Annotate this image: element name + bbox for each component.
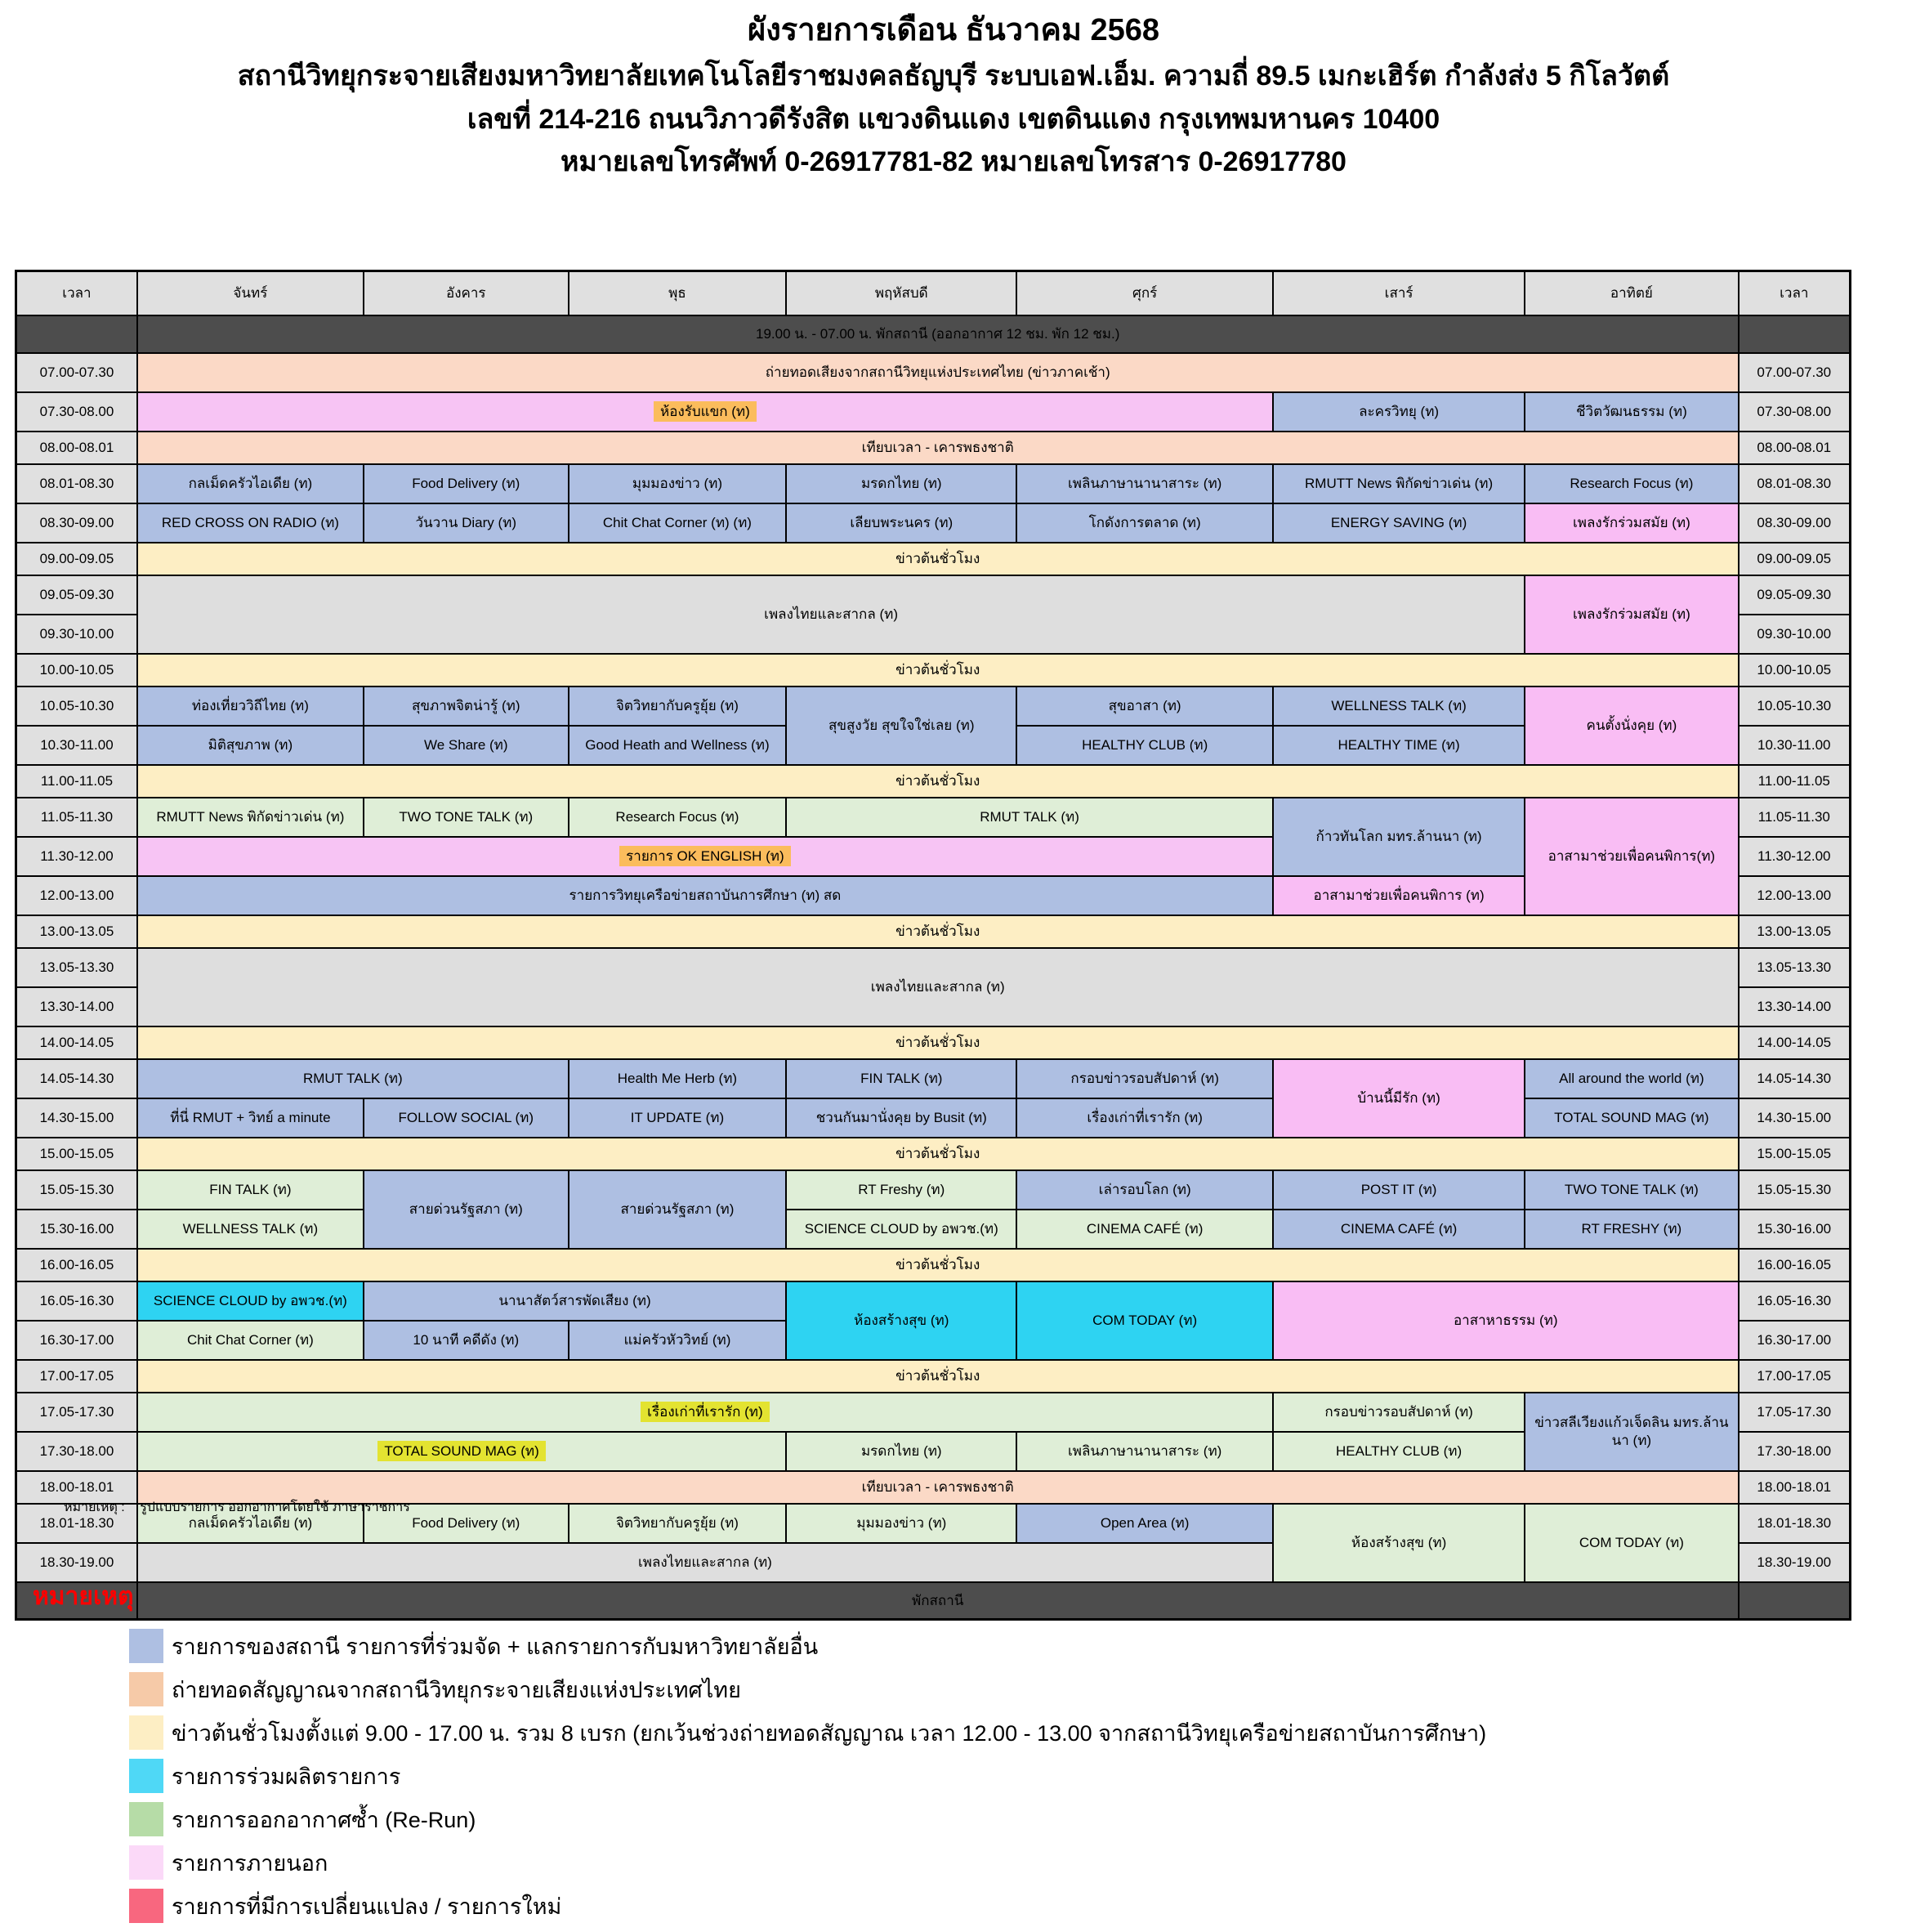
program-cell: สายด่วนรัฐสภา (ท)	[569, 1170, 787, 1249]
legend-color-swatch	[129, 1672, 163, 1706]
time-label: 18.01-18.30	[16, 1504, 137, 1543]
program-cell: ละครวิทยุ (ท)	[1273, 392, 1525, 432]
time-label: 10.00-10.05	[1739, 654, 1851, 686]
table-row	[16, 315, 1851, 353]
program-cell: สุขสูงวัย สุขใจใช่เลย (ท)	[786, 686, 1016, 765]
program-cell: ท่องเที่ยววิถีไทย (ท)	[137, 686, 364, 726]
station-contact-line: หมายเลขโทรศัพท์ 0-26917781-82 หมายเลขโทรสาร 0-26917780	[560, 146, 1347, 178]
time-label: 08.30-09.00	[16, 503, 137, 543]
time-label: 18.01-18.30	[1739, 1504, 1851, 1543]
col-header-saturday: เสาร์	[1273, 271, 1525, 315]
program-cell: เทียบเวลา - เคารพธงชาติ	[137, 432, 1739, 464]
program-cell: Chit Chat Corner (ท)	[137, 1321, 364, 1360]
page-title: ผังรายการเดือน ธันวาคม 2568	[747, 13, 1160, 47]
time-label: 10.05-10.30	[16, 686, 137, 726]
program-cell: ห้องสร้างสุข (ท)	[1273, 1504, 1525, 1582]
time-label: 17.30-18.00	[1739, 1432, 1851, 1471]
legend-item	[129, 1845, 1830, 1880]
table-row	[16, 503, 1851, 543]
time-label: 17.05-17.30	[1739, 1393, 1851, 1432]
program-cell: ข่าวต้นชั่วโมง	[137, 1249, 1739, 1281]
program-cell: อาสาหาธรรม (ท)	[1273, 1281, 1739, 1360]
program-cell: RMUTT News พิกัดข่าวเด่น (ท)	[137, 798, 364, 837]
program-cell: ที่นี่ RMUT + วิทย์ a minute	[137, 1098, 364, 1138]
time-label: 10.30-11.00	[1739, 726, 1851, 765]
table-row	[16, 353, 1851, 392]
table-row	[16, 1249, 1851, 1281]
program-cell: TWO TONE TALK (ท)	[1525, 1170, 1738, 1210]
time-label: 07.30-08.00	[1739, 392, 1851, 432]
table-row	[16, 765, 1851, 798]
table-header-row	[16, 271, 1851, 315]
time-label: 14.30-15.00	[1739, 1098, 1851, 1138]
col-header-time-right: เวลา	[1739, 271, 1851, 315]
time-label: 17.30-18.00	[16, 1432, 137, 1471]
program-cell: กรอบข่าวรอบสัปดาห์ (ท)	[1016, 1059, 1273, 1098]
table-row	[16, 1138, 1851, 1170]
legend-item-label: ข่าวต้นชั่วโมงตั้งแต่ 9.00 - 17.00 น. รวม 8 เบรก (ยกเว้นช่วงถ่ายทอดสัญญาณ เวลา 12.00 - 13.00 จากสถานีวิทยุเครือข่ายสถาบันการศึกษา)	[172, 1720, 1487, 1746]
program-cell: Food Delivery (ท)	[364, 1504, 569, 1543]
table-row	[16, 1059, 1851, 1098]
time-label: 16.00-16.05	[1739, 1249, 1851, 1281]
program-cell: IT UPDATE (ท)	[569, 1098, 787, 1138]
program-cell	[137, 392, 1273, 432]
program-cell: อาสามาช่วยเพื่อคนพิการ (ท)	[1273, 876, 1525, 915]
program-cell: ข่าวต้นชั่วโมง	[137, 1360, 1739, 1393]
program-cell: มิติสุขภาพ (ท)	[137, 726, 364, 765]
time-label: 18.30-19.00	[16, 1543, 137, 1582]
program-cell: We Share (ท)	[364, 726, 569, 765]
legend	[33, 1577, 1830, 1932]
program-cell: กลเม็ดครัวไอเดีย (ท)	[137, 1504, 364, 1543]
program-cell: ข่าวต้นชั่วโมง	[137, 654, 1739, 686]
table-row	[16, 915, 1851, 948]
program-cell: รายการวิทยุเครือข่ายสถาบันการศึกษา (ท) สด	[137, 876, 1273, 915]
legend-color-swatch	[129, 1759, 163, 1793]
legend-item-label: รายการของสถานี รายการที่ร่วมจัด + แลกรายการกับมหาวิทยาลัยอื่น	[172, 1634, 819, 1659]
time-label: 07.30-08.00	[16, 392, 137, 432]
program-cell: RMUT TALK (ท)	[786, 798, 1273, 837]
closing-band-label: พักสถานี	[137, 1582, 1739, 1620]
program-cell: TWO TONE TALK (ท)	[364, 798, 569, 837]
time-label: 15.00-15.05	[16, 1138, 137, 1170]
overnight-band-right-spacer	[1739, 315, 1851, 353]
time-label: 18.00-18.01	[1739, 1471, 1851, 1504]
program-cell: จิตวิทยากับครูยุ้ย (ท)	[569, 1504, 787, 1543]
legend-title: หมายเหตุ	[33, 1583, 134, 1610]
program-cell: RED CROSS ON RADIO (ท)	[137, 503, 364, 543]
table-row	[16, 464, 1851, 503]
program-cell: วันวาน Diary (ท)	[364, 503, 569, 543]
legend-item-label: ถ่ายทอดสัญญาณจากสถานีวิทยุกระจายเสียงแห่งประเทศไทย	[172, 1677, 741, 1702]
program-cell: ชีวิตวัฒนธรรม (ท)	[1525, 392, 1738, 432]
table-footnote	[64, 1497, 410, 1518]
program-cell: HEALTHY CLUB (ท)	[1016, 726, 1273, 765]
time-label: 11.05-11.30	[16, 798, 137, 837]
time-label: 08.01-08.30	[1739, 464, 1851, 503]
col-header-wednesday: พุธ	[569, 271, 787, 315]
table-row	[16, 543, 1851, 575]
table-row	[16, 1393, 1851, 1432]
time-label: 14.00-14.05	[16, 1026, 137, 1059]
schedule-table-wrapper	[15, 270, 1851, 1621]
legend-color-swatch	[129, 1629, 163, 1663]
time-label: 13.00-13.05	[16, 915, 137, 948]
time-label: 16.30-17.00	[1739, 1321, 1851, 1360]
program-cell: TOTAL SOUND MAG (ท)	[1525, 1098, 1738, 1138]
program-cell	[137, 837, 1273, 876]
program-cell: 10 นาที คดีดัง (ท)	[364, 1321, 569, 1360]
legend-item	[129, 1889, 1830, 1923]
program-cell: มรดกไทย (ท)	[786, 1432, 1016, 1471]
program-cell: Health Me Herb (ท)	[569, 1059, 787, 1098]
time-label: 11.00-11.05	[1739, 765, 1851, 798]
time-label: 07.00-07.30	[16, 353, 137, 392]
program-cell: CINEMA CAFÉ (ท)	[1273, 1210, 1525, 1249]
time-label: 17.00-17.05	[1739, 1360, 1851, 1393]
program-cell: COM TODAY (ท)	[1525, 1504, 1738, 1582]
time-label: 15.00-15.05	[1739, 1138, 1851, 1170]
program-cell: จิตวิทยากับครูยุ้ย (ท)	[569, 686, 787, 726]
time-label: 14.30-15.00	[16, 1098, 137, 1138]
program-cell: สุขภาพจิตน่ารู้ (ท)	[364, 686, 569, 726]
table-row	[16, 1360, 1851, 1393]
program-cell: ก้าวทันโลก มทร.ล้านนา (ท)	[1273, 798, 1525, 876]
legend-item	[129, 1802, 1830, 1836]
time-label: 14.00-14.05	[1739, 1026, 1851, 1059]
page-header	[0, 0, 1907, 184]
legend-item	[129, 1759, 1830, 1793]
time-label: 09.05-09.30	[1739, 575, 1851, 615]
station-name-line: สถานีวิทยุกระจายเสียงมหาวิทยาลัยเทคโนโลยีราชมงคลธัญบุรี ระบบเอฟ.เอ็ม. ความถี่ 89.5 เมกะเฮิร์ต กำลังส่ง 5 กิโลวัตต์	[237, 60, 1670, 92]
table-row	[16, 432, 1851, 464]
time-label: 09.30-10.00	[1739, 615, 1851, 654]
time-label: 14.05-14.30	[16, 1059, 137, 1098]
program-cell: กลเม็ดครัวไอเดีย (ท)	[137, 464, 364, 503]
program-cell: มุมมองข่าว (ท)	[786, 1504, 1016, 1543]
program-cell	[137, 1393, 1273, 1432]
legend-item-label: รายการออกอากาศซ้ำ (Re-Run)	[172, 1807, 476, 1832]
program-cell: เพลงไทยและสากล (ท)	[137, 575, 1525, 654]
table-row	[16, 1210, 1851, 1249]
time-label: 16.05-16.30	[16, 1281, 137, 1321]
legend-item-label: รายการภายนอก	[172, 1850, 328, 1876]
footnote-text: รูปแบบรายการ ออกอากาศโดยใช้ ภาษาราชการ	[140, 1500, 410, 1514]
program-cell: เพลงรักร่วมสมัย (ท)	[1525, 503, 1738, 543]
program-cell: เพลงไทยและสากล (ท)	[137, 948, 1739, 1026]
program-cell: ข่าวต้นชั่วโมง	[137, 543, 1739, 575]
overnight-band-label: 19.00 น. - 07.00 น. พักสถานี (ออกอากาศ 12 ชม. พัก 12 ชม.)	[137, 315, 1739, 353]
time-label: 13.05-13.30	[16, 948, 137, 987]
time-label: 18.00-18.01	[16, 1471, 137, 1504]
table-row	[16, 798, 1851, 837]
program-highlight: เรื่องเก่าที่เรารัก (ท)	[641, 1402, 769, 1422]
col-header-sunday: อาทิตย์	[1525, 271, 1738, 315]
time-label: 17.05-17.30	[16, 1393, 137, 1432]
table-row	[16, 575, 1851, 615]
program-cell: โกดังการตลาด (ท)	[1016, 503, 1273, 543]
time-label: 15.05-15.30	[16, 1170, 137, 1210]
program-highlight: TOTAL SOUND MAG (ท)	[377, 1441, 545, 1461]
time-label: 16.05-16.30	[1739, 1281, 1851, 1321]
time-label: 09.00-09.05	[1739, 543, 1851, 575]
table-row	[16, 686, 1851, 726]
program-cell: มรดกไทย (ท)	[786, 464, 1016, 503]
time-label: 17.00-17.05	[16, 1360, 137, 1393]
program-cell: ข่าวสลีเวียงแก้วเจ็ดลิน มทร.ล้านนา (ท)	[1525, 1393, 1738, 1471]
program-cell: Research Focus (ท)	[1525, 464, 1738, 503]
time-label: 11.30-12.00	[1739, 837, 1851, 876]
legend-item-label: รายการร่วมผลิตรายการ	[172, 1764, 401, 1789]
col-header-monday: จันทร์	[137, 271, 364, 315]
program-cell: เลียบพระนคร (ท)	[786, 503, 1016, 543]
program-cell: แม่ครัวหัววิทย์ (ท)	[569, 1321, 787, 1360]
program-cell: ข่าวต้นชั่วโมง	[137, 915, 1739, 948]
legend-item	[129, 1672, 1830, 1706]
footnote-label: หมายเหตุ :	[64, 1500, 125, 1514]
col-header-tuesday: อังคาร	[364, 271, 569, 315]
col-header-friday: ศุกร์	[1016, 271, 1273, 315]
program-cell: CINEMA CAFÉ (ท)	[1016, 1210, 1273, 1249]
program-highlight: ห้องรับแขก (ท)	[654, 401, 757, 422]
program-cell: ข่าวต้นชั่วโมง	[137, 1026, 1739, 1059]
program-cell: HEALTHY TIME (ท)	[1273, 726, 1525, 765]
schedule-table	[15, 270, 1851, 1621]
time-label: 15.30-16.00	[1739, 1210, 1851, 1249]
time-label: 11.00-11.05	[16, 765, 137, 798]
program-cell: COM TODAY (ท)	[1016, 1281, 1273, 1360]
program-cell: สายด่วนรัฐสภา (ท)	[364, 1170, 569, 1249]
time-label: 08.30-09.00	[1739, 503, 1851, 543]
program-cell: ถ่ายทอดเสียงจากสถานีวิทยุแห่งประเทศไทย (ข่าวภาคเช้า)	[137, 353, 1739, 392]
program-cell: เพลินภาษานานาสาระ (ท)	[1016, 1432, 1273, 1471]
program-cell: ข่าวต้นชั่วโมง	[137, 1138, 1739, 1170]
time-label: 11.30-12.00	[16, 837, 137, 876]
program-cell	[137, 1432, 786, 1471]
time-label: 15.05-15.30	[1739, 1170, 1851, 1210]
time-label: 08.00-08.01	[16, 432, 137, 464]
legend-color-swatch	[129, 1845, 163, 1880]
legend-color-swatch	[129, 1715, 163, 1750]
time-label: 13.05-13.30	[1739, 948, 1851, 987]
table-row	[16, 1170, 1851, 1210]
time-label: 13.30-14.00	[1739, 987, 1851, 1026]
program-cell: คนตั้งนั่งคุย (ท)	[1525, 686, 1738, 765]
program-cell: Open Area (ท)	[1016, 1504, 1273, 1543]
time-label: 09.00-09.05	[16, 543, 137, 575]
time-label: 09.05-09.30	[16, 575, 137, 615]
table-row	[16, 948, 1851, 987]
col-header-time-left: เวลา	[16, 271, 137, 315]
program-cell: ห้องสร้างสุข (ท)	[786, 1281, 1016, 1360]
time-label: 14.05-14.30	[1739, 1059, 1851, 1098]
program-cell: HEALTHY CLUB (ท)	[1273, 1432, 1525, 1471]
time-label: 16.30-17.00	[16, 1321, 137, 1360]
program-cell: Good Heath and Wellness (ท)	[569, 726, 787, 765]
program-cell: นานาสัตว์สารพัดเสียง (ท)	[364, 1281, 786, 1321]
table-row	[16, 1098, 1851, 1138]
program-cell: FIN TALK (ท)	[786, 1059, 1016, 1098]
program-cell: ENERGY SAVING (ท)	[1273, 503, 1525, 543]
time-label: 07.00-07.30	[1739, 353, 1851, 392]
time-label: 16.00-16.05	[16, 1249, 137, 1281]
legend-color-swatch	[129, 1889, 163, 1923]
legend-color-swatch	[129, 1802, 163, 1836]
program-cell: สุขอาสา (ท)	[1016, 686, 1273, 726]
legend-list	[33, 1629, 1830, 1923]
program-cell: RT Freshy (ท)	[786, 1170, 1016, 1210]
program-cell: WELLNESS TALK (ท)	[1273, 686, 1525, 726]
program-highlight: รายการ OK ENGLISH (ท)	[619, 846, 791, 866]
program-cell: มุมมองข่าว (ท)	[569, 464, 787, 503]
time-label: 18.30-19.00	[1739, 1543, 1851, 1582]
program-cell: ชวนกันมานั่งคุย by Busit (ท)	[786, 1098, 1016, 1138]
program-cell: Research Focus (ท)	[569, 798, 787, 837]
time-label: 09.30-10.00	[16, 615, 137, 654]
legend-item-label: รายการที่มีการเปลี่ยนแปลง / รายการใหม่	[172, 1894, 562, 1919]
program-cell: บ้านนี้มีรัก (ท)	[1273, 1059, 1525, 1138]
program-cell: เล่ารอบโลก (ท)	[1016, 1170, 1273, 1210]
program-cell: กรอบข่าวรอบสัปดาห์ (ท)	[1273, 1393, 1525, 1432]
program-cell: RMUTT News พิกัดข่าวเด่น (ท)	[1273, 464, 1525, 503]
program-cell: เพลงรักร่วมสมัย (ท)	[1525, 575, 1738, 654]
program-cell: เพลงไทยและสากล (ท)	[137, 1543, 1273, 1582]
program-cell: POST IT (ท)	[1273, 1170, 1525, 1210]
program-cell: SCIENCE CLOUD by อพวช.(ท)	[137, 1281, 364, 1321]
time-label: 10.00-10.05	[16, 654, 137, 686]
program-cell: ข่าวต้นชั่วโมง	[137, 765, 1739, 798]
program-cell: All around the world (ท)	[1525, 1059, 1738, 1098]
program-cell: SCIENCE CLOUD by อพวช.(ท)	[786, 1210, 1016, 1249]
program-cell: อาสามาช่วยเพื่อคนพิการ(ท)	[1525, 798, 1738, 915]
program-cell: เพลินภาษานานาสาระ (ท)	[1016, 464, 1273, 503]
overnight-band-left-spacer	[16, 315, 137, 353]
time-label: 15.30-16.00	[16, 1210, 137, 1249]
time-label: 08.00-08.01	[1739, 432, 1851, 464]
table-row	[16, 654, 1851, 686]
station-address-line: เลขที่ 214-216 ถนนวิภาวดีรังสิต แขวงดินแดง เขตดินแดง กรุงเทพมหานคร 10400	[467, 103, 1440, 135]
program-cell: WELLNESS TALK (ท)	[137, 1210, 364, 1249]
col-header-thursday: พฤหัสบดี	[786, 271, 1016, 315]
time-label: 11.05-11.30	[1739, 798, 1851, 837]
table-row	[16, 1026, 1851, 1059]
program-cell: FOLLOW SOCIAL (ท)	[364, 1098, 569, 1138]
time-label: 12.00-13.00	[16, 876, 137, 915]
table-row	[16, 392, 1851, 432]
legend-item	[129, 1629, 1830, 1663]
table-row	[16, 1281, 1851, 1321]
time-label: 08.01-08.30	[16, 464, 137, 503]
time-label: 13.30-14.00	[16, 987, 137, 1026]
program-cell: Chit Chat Corner (ท) (ท)	[569, 503, 787, 543]
time-label: 12.00-13.00	[1739, 876, 1851, 915]
program-cell: เรื่องเก่าที่เรารัก (ท)	[1016, 1098, 1273, 1138]
program-cell: RMUT TALK (ท)	[137, 1059, 569, 1098]
program-cell: FIN TALK (ท)	[137, 1170, 364, 1210]
legend-item	[129, 1715, 1830, 1750]
time-label: 13.00-13.05	[1739, 915, 1851, 948]
program-cell: Food Delivery (ท)	[364, 464, 569, 503]
program-cell: เทียบเวลา - เคารพธงชาติ	[137, 1471, 1739, 1504]
time-label: 10.05-10.30	[1739, 686, 1851, 726]
program-cell: RT FRESHY (ท)	[1525, 1210, 1738, 1249]
time-label: 10.30-11.00	[16, 726, 137, 765]
